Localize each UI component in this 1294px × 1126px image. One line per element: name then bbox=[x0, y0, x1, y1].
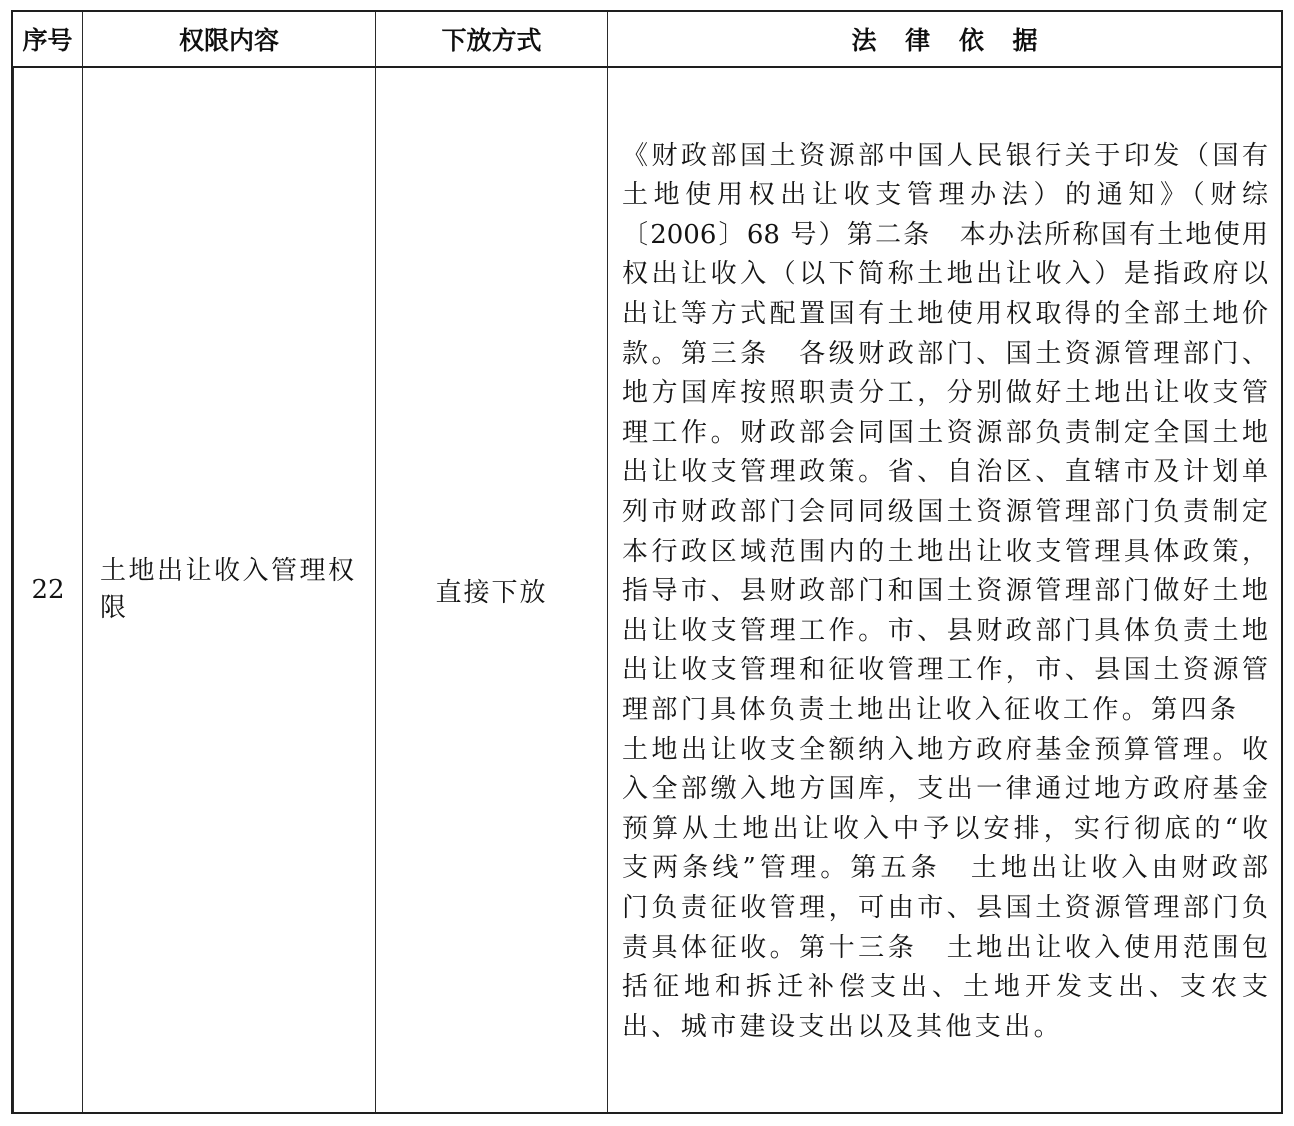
legal-basis-line: 出让收支管理和征收管理工作，市、县国土资源管 bbox=[622, 655, 1268, 686]
authority-table bbox=[11, 10, 1283, 1114]
legal-basis-text bbox=[622, 137, 1268, 1048]
legal-basis-line: 本行政区域范围内的土地出让收支管理具体政策， bbox=[622, 536, 1268, 567]
legal-basis-line: 入全部缴入地方国库，支出一律通过地方政府基金 bbox=[622, 774, 1268, 805]
legal-basis-line: 理部门具体负责土地出让收入征收工作。第四条 bbox=[622, 694, 1240, 725]
legal-basis-line: 预算从土地出让收入中予以安排，实行彻底的“收 bbox=[622, 813, 1268, 844]
legal-basis-line: 理工作。财政部会同国土资源部负责制定全国土地 bbox=[622, 417, 1268, 448]
legal-basis-line: 地方国库按照职责分工，分别做好土地出让收支管 bbox=[622, 378, 1268, 409]
legal-basis-line: 指导市、县财政部门和国土资源管理部门做好土地 bbox=[622, 576, 1268, 607]
legal-basis-line: 款。第三条 各级财政部门、国土资源管理部门、 bbox=[622, 338, 1268, 369]
legal-basis-line: 责具体征收。第十三条 土地出让收入使用范围包 bbox=[622, 932, 1268, 963]
legal-basis-line: 〔2006〕68 号）第二条 本办法所称国有土地使用 bbox=[622, 219, 1268, 250]
row-legal-basis-cell bbox=[607, 68, 1281, 1112]
legal-basis-line: 支两条线”管理。第五条 土地出让收入由财政部 bbox=[622, 853, 1268, 884]
legal-basis-line: 出让收支管理政策。省、自治区、直辖市及计划单 bbox=[622, 457, 1268, 488]
row-content: 土地出让收入管理权限 bbox=[100, 556, 357, 623]
legal-basis-line: 括征地和拆迁补偿支出、土地开发支出、支农支 bbox=[622, 972, 1268, 1003]
row-index: 22 bbox=[13, 68, 82, 1112]
legal-basis-line: 土地使用权出让收支管理办法）的通知》（财综 bbox=[622, 180, 1268, 211]
header-index: 序号 bbox=[13, 12, 82, 68]
legal-basis-line: 门负责征收管理，可由市、县国土资源管理部门负 bbox=[622, 892, 1268, 923]
legal-basis-line: 出、城市建设支出以及其他支出。 bbox=[622, 1011, 1064, 1042]
legal-basis-line: 权出让收入（以下简称土地出让收入）是指政府以 bbox=[622, 259, 1268, 290]
header-legal-basis: 法 律 依 据 bbox=[607, 12, 1281, 68]
legal-basis-line: 出让收支管理工作。市、县财政部门具体负责土地 bbox=[622, 615, 1268, 646]
header-method: 下放方式 bbox=[375, 12, 607, 68]
legal-basis-line: 出让等方式配置国有土地使用权取得的全部土地价 bbox=[622, 299, 1268, 330]
legal-basis-line: 《财政部国土资源部中国人民银行关于印发（国有 bbox=[622, 140, 1268, 171]
row-content-cell bbox=[82, 68, 375, 1112]
row-method: 直接下放 bbox=[375, 68, 607, 1112]
legal-basis-line: 土地出让收支全额纳入地方政府基金预算管理。收 bbox=[622, 734, 1268, 765]
legal-basis-line: 列市财政部门会同同级国土资源管理部门负责制定 bbox=[622, 497, 1268, 528]
header-content: 权限内容 bbox=[82, 12, 375, 68]
